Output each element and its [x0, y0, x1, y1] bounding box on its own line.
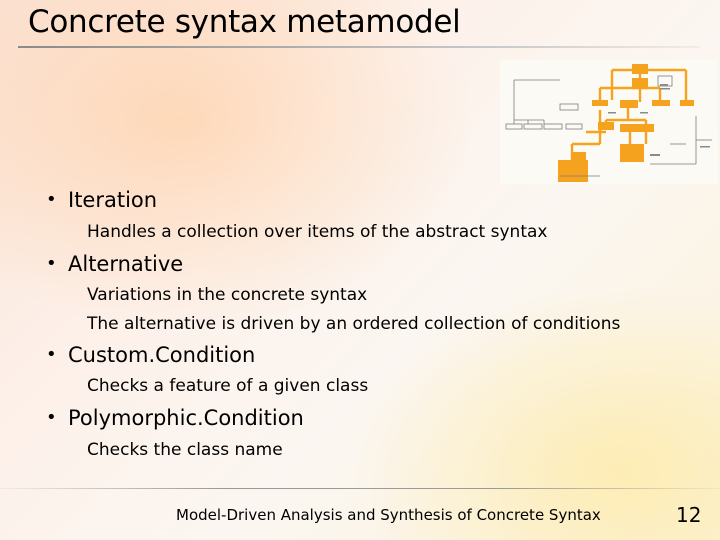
bullet-polymorphic-condition — [46, 406, 304, 430]
bullet-alternative — [46, 252, 183, 276]
sub-bullet: Variations in the concrete syntax — [87, 285, 368, 305]
slide-title: Concrete syntax metamodel — [28, 4, 461, 40]
slide-footer: Model-Driven Analysis and Synthesis of Concrete Syntax — [176, 506, 601, 524]
footer-divider — [0, 488, 720, 489]
sub-bullet: The alternative is driven by an ordered collection of conditions — [87, 314, 621, 334]
bullet-marker: • — [46, 407, 57, 428]
bullet-custom-condition — [46, 343, 255, 367]
bullet-label: Iteration — [68, 188, 158, 212]
sub-bullet: Checks the class name — [87, 440, 283, 460]
metamodel-diagram-image — [500, 60, 718, 184]
bullet-marker: • — [46, 344, 57, 365]
sub-bullet: Handles a collection over items of the abstract syntax — [87, 222, 548, 242]
bullet-label: Alternative — [68, 252, 184, 276]
sub-bullet: Checks a feature of a given class — [87, 376, 369, 396]
title-divider — [18, 46, 700, 48]
bullet-marker: • — [46, 189, 57, 210]
bullet-label: Custom.Condition — [68, 343, 256, 367]
bullet-label: Polymorphic.Condition — [68, 406, 304, 430]
bullet-marker: • — [46, 253, 57, 274]
bullet-iteration — [46, 188, 157, 212]
page-number: 12 — [676, 503, 702, 527]
